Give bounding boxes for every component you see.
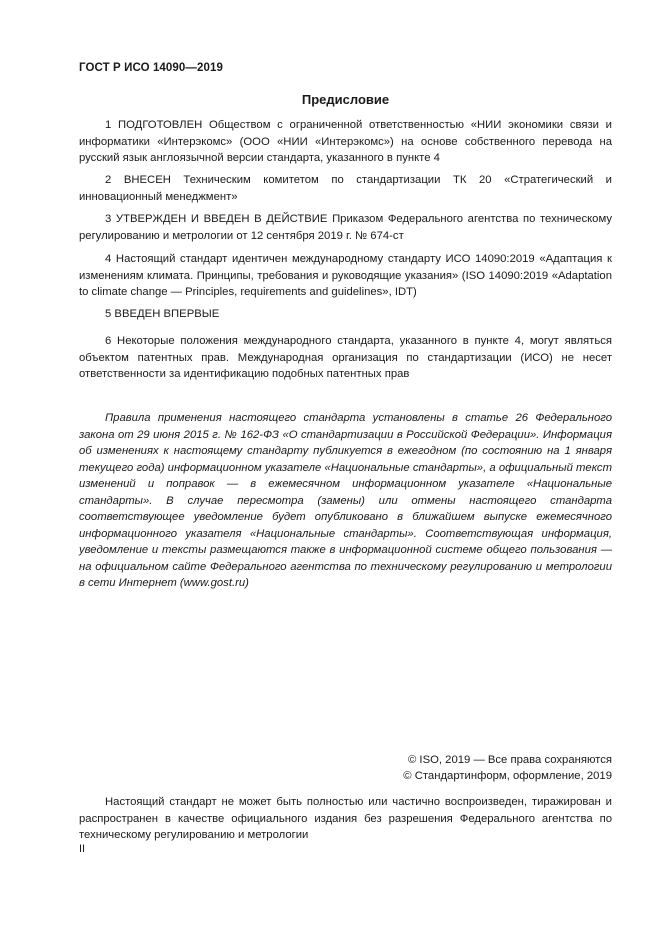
copyright-standartinform: © Стандартинформ, оформление, 2019 [403,770,612,782]
foreword-item-1: 1 ПОДГОТОВЛЕН Обществом с ограниченной ответственностью «НИИ экономики связи и информатики «Интерэкомс» (ООО «НИИ «Интерэкомс») на основе собственного перевода на русский язык англоязычной версии стандарта, указанного в пункте 4 [79,119,612,164]
foreword-title: Предисловие [301,92,390,107]
rules-note: Правила применения настоящего стандарта установлены в статье 26 Федерального закона от 29 июня 2015 г. № 162-ФЗ «О стандартизации в Российской Федерации». Информация об изменениях к настоящему стандарту публикуется в ежегодном (по состоянию на 1 января текущего года) информационном указателе «Национальные стандарты», а официальный текст изменений и поправок — в ежемесячном информационном указателе «Национальные стандарты». В случае пересмотра (замены) или отмены настоящего стандарта соответствующее уведомление будет опубликовано в ближайшем выпуске ежемесячного информационного указателя «Национальные стандарты». Соответствующая информация, уведомление и тексты размещаются также в информационной системе общего пользования — на официальном сайте Федерального агентства по техническому регулированию и метрологии в сети Интернет (www.gost.ru) [79,412,612,589]
standard-code-header: ГОСТ Р ИСО 14090—2019 [79,62,224,74]
foreword-item-4: 4 Настоящий стандарт идентичен международному стандарту ИСО 14090:2019 «Адаптация к изменениям климата. Принципы, требования и руководящие указания» (ISO 14090:2019 «Adaptation to climate change — Principles, requirements and guidelines», IDT) [79,253,612,298]
copyright-iso: © ISO, 2019 — Все права сохраняются [407,754,612,766]
foreword-item-5: 5 ВВЕДЕН ВПЕРВЫЕ [105,308,220,320]
foreword-item-3: 3 УТВЕРЖДЕН И ВВЕДЕН В ДЕЙСТВИЕ Приказом Федерального агентства по техническому регулированию и метрологии от 12 сентября 2019 г. № 674-ст [79,213,612,242]
page-number: II [79,843,86,855]
foreword-item-2: 2 ВНЕСЕН Техническим комитетом по стандартизации ТК 20 «Стратегический и инновационный менеджмент» [79,174,612,203]
reproduction-notice: Настоящий стандарт не может быть полностью или частично воспроизведен, тиражирован и распространен в качестве официального издания без разрешения Федерального агентства по техническому регулированию и метрологии [79,796,612,841]
foreword-item-6: 6 Некоторые положения международного стандарта, указанного в пункте 4, могут являться объектом патентных прав. Международная организация по стандартизации (ИСО) не несет ответственности за идентификацию подобных патентных прав [79,335,612,380]
